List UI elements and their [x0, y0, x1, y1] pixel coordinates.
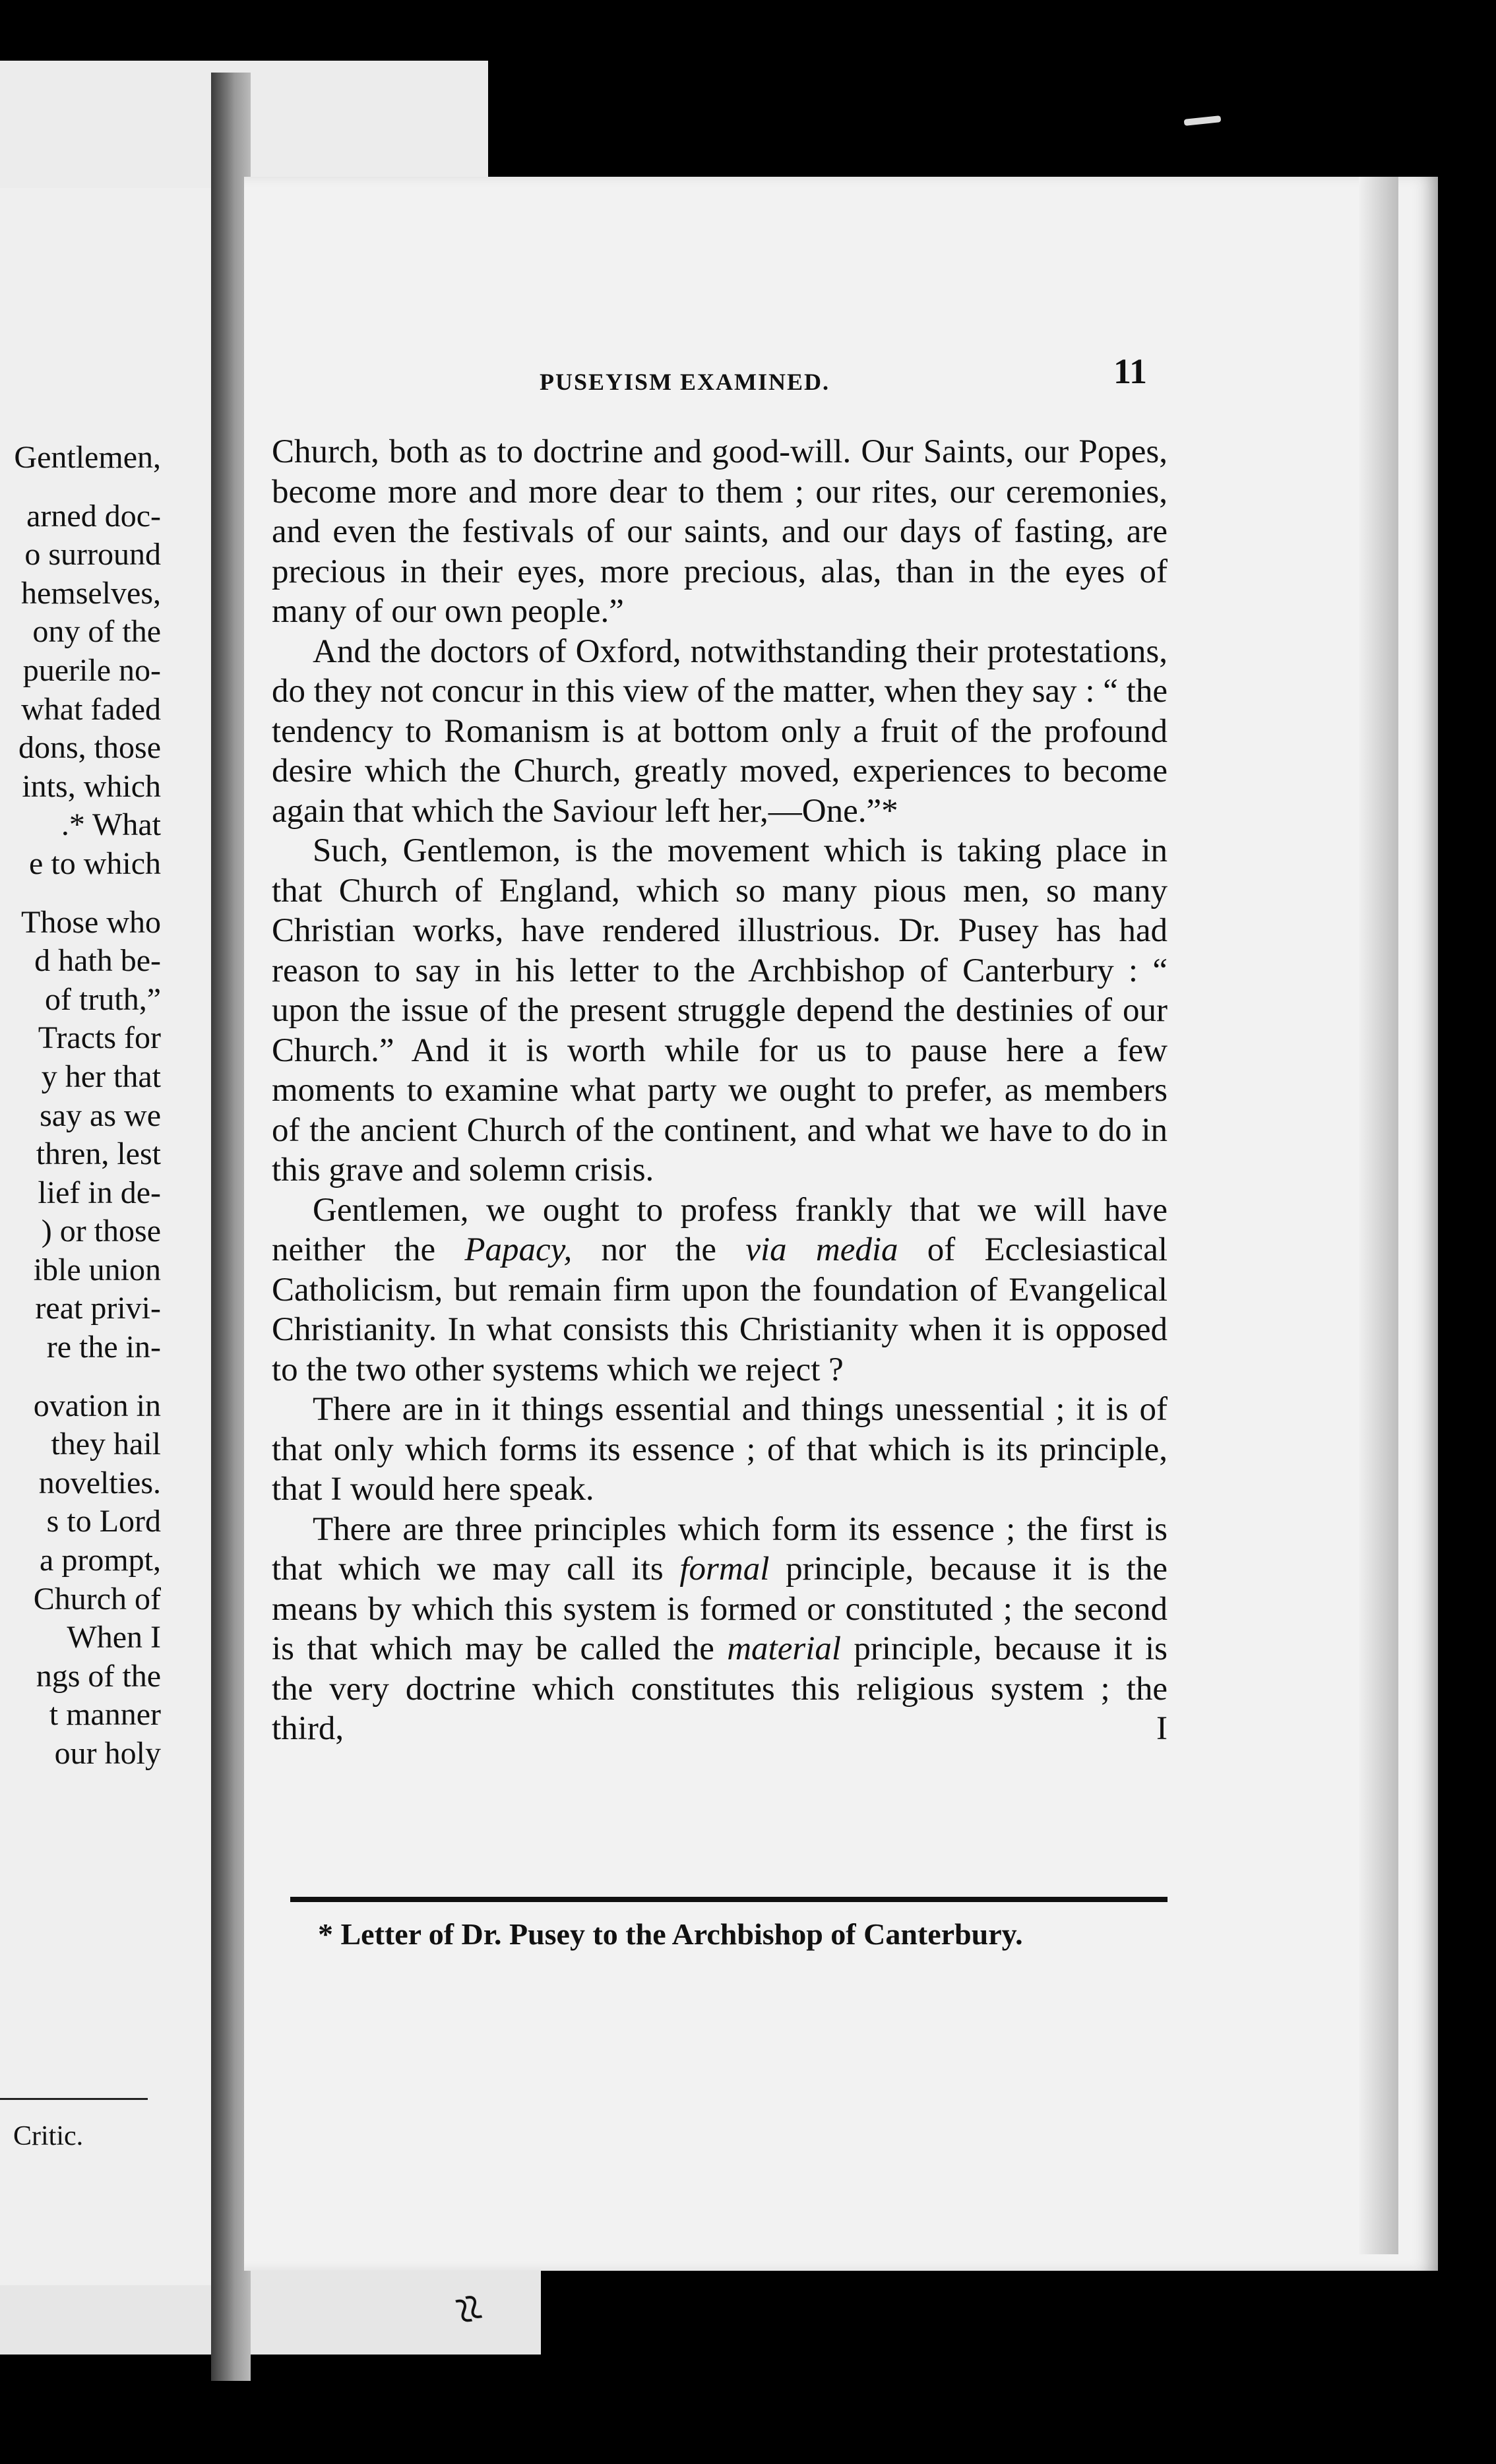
footnote: * Letter of Dr. Pusey to the Archbishop of Canterbury.: [318, 1917, 1023, 1951]
text-run: Church, both as to doctrine and good-will. Our Saints, our Popes, become more and more dear to them ; our rites, our ceremonies, and even the festivals of our saints, and our days of fasting, are precious in their eyes, more precious, alas, than in the eyes of many of our own people.”: [272, 433, 1168, 630]
text-run: nor the: [572, 1231, 746, 1268]
left-page-line: our holy: [54, 1736, 161, 1771]
left-page-line: of truth,”: [45, 981, 161, 1017]
text-run: Such, Gentlemon, is the movement which is taking place in that Church of England, which so many pious men, so many Christian works, have rendered illustrious. Dr. Pusey has had reason to say in his letter to the Archbishop of Canterbury : “ upon the issue of the present struggle depend the destinies of our Church.” And it is worth while for us to pause here a few moments to examine what party we ought to prefer, as members of the ancient Church of the continent, and what we have to do in this grave and solemn crisis.: [272, 832, 1168, 1188]
paragraph: [272, 1190, 1168, 1390]
left-page-line: [0, 477, 161, 497]
left-page-line: hemselves,: [21, 575, 161, 611]
left-page-line: re the in-: [46, 1330, 161, 1365]
left-page-line: [0, 1367, 161, 1387]
left-page-text: [0, 439, 161, 1773]
left-page-line: e to which: [29, 846, 161, 881]
left-page-line: Gentlemen,: [14, 440, 161, 475]
bottom-margin-mark: ≈: [436, 2285, 501, 2333]
text-run: principle, because it is the very doctrine which constitutes this religious system ; the third, I: [272, 1630, 1168, 1747]
left-page-line: Those who: [21, 904, 161, 940]
left-page-line: Church of: [33, 1581, 161, 1617]
paragraph: [272, 1390, 1168, 1510]
left-page-line: dons, those: [18, 730, 161, 766]
text-run: principle, because it is the means by which this system is formed or constituted ; the second is that which may be called the: [272, 1551, 1168, 1667]
left-page-line: s to Lord: [46, 1504, 161, 1539]
left-page-line: say as we: [40, 1097, 161, 1133]
paragraph: [272, 632, 1168, 832]
left-page-line: Tracts for: [38, 1020, 161, 1056]
left-page-line: ngs of the: [36, 1658, 161, 1694]
left-page-line: a prompt,: [40, 1543, 161, 1578]
italic-text: via media: [745, 1231, 898, 1268]
left-page-line: ) or those: [41, 1214, 161, 1249]
text-run: There are in it things essential and things unessential ; it is of that only which forms its essence ; of that which is its principle, that I would here speak.: [272, 1391, 1168, 1508]
paragraph: [272, 831, 1168, 1190]
left-page-line: lief in de-: [38, 1175, 161, 1210]
left-page-line: thren, lest: [36, 1136, 161, 1172]
page-number: 11: [1113, 352, 1148, 391]
left-page-line: .* What: [61, 807, 161, 843]
italic-text: formal: [679, 1551, 770, 1587]
page-edge-shadow: [1359, 177, 1398, 2254]
left-page-line: they hail: [51, 1427, 161, 1462]
left-page-line: ovation in: [33, 1388, 161, 1423]
left-page-line: ints, which: [22, 768, 161, 804]
left-page-line: t manner: [49, 1697, 161, 1733]
left-page-line: o surround: [24, 537, 161, 572]
left-page-line: arned doc-: [26, 498, 161, 534]
left-page-line: ible union: [33, 1252, 161, 1287]
left-page-line: y her that: [41, 1059, 161, 1094]
left-page-line: novelties.: [38, 1465, 161, 1500]
italic-text: Papacy,: [464, 1231, 573, 1268]
left-page-line: what faded: [21, 691, 161, 727]
left-footnote-rule: [0, 2098, 148, 2100]
left-page-line: [0, 884, 161, 904]
text-run: There are three principles which form its essence ; the first is that which we may call its: [272, 1510, 1168, 1587]
left-page-line: d hath be-: [34, 943, 161, 979]
paragraph: [272, 432, 1168, 632]
left-page-line: reat privi-: [35, 1291, 161, 1326]
text-run: of Ecclesiastical Catholicism, but remain firm upon the foundation of Evangelical Christianity. In what consists this Christianity when it is opposed to the two other systems which we reject ?: [272, 1231, 1168, 1388]
paragraph: [272, 1510, 1168, 1749]
italic-text: material: [727, 1630, 842, 1667]
text-run: And the doctors of Oxford, notwithstanding their protestations, do they not concur in this view of the matter, when they say : “ the tendency to Romanism is at bottom only a fruit of the profound desire which the Church, greatly moved, experiences to become again that which the Saviour left her,—One.”*: [272, 632, 1168, 830]
running-head: PUSEYISM EXAMINED.: [540, 369, 830, 395]
left-page-line: When I: [67, 1620, 161, 1655]
left-page-line: ony of the: [32, 614, 161, 650]
body-text: [272, 432, 1168, 1749]
left-page-line: puerile no-: [22, 652, 161, 688]
left-footnote: Critic.: [13, 2121, 84, 2151]
footnote-rule: [290, 1897, 1168, 1902]
corner-mark: [1184, 115, 1222, 126]
text-run: Gentlemen, we ought to profess frankly that we will have neither the: [272, 1191, 1168, 1268]
